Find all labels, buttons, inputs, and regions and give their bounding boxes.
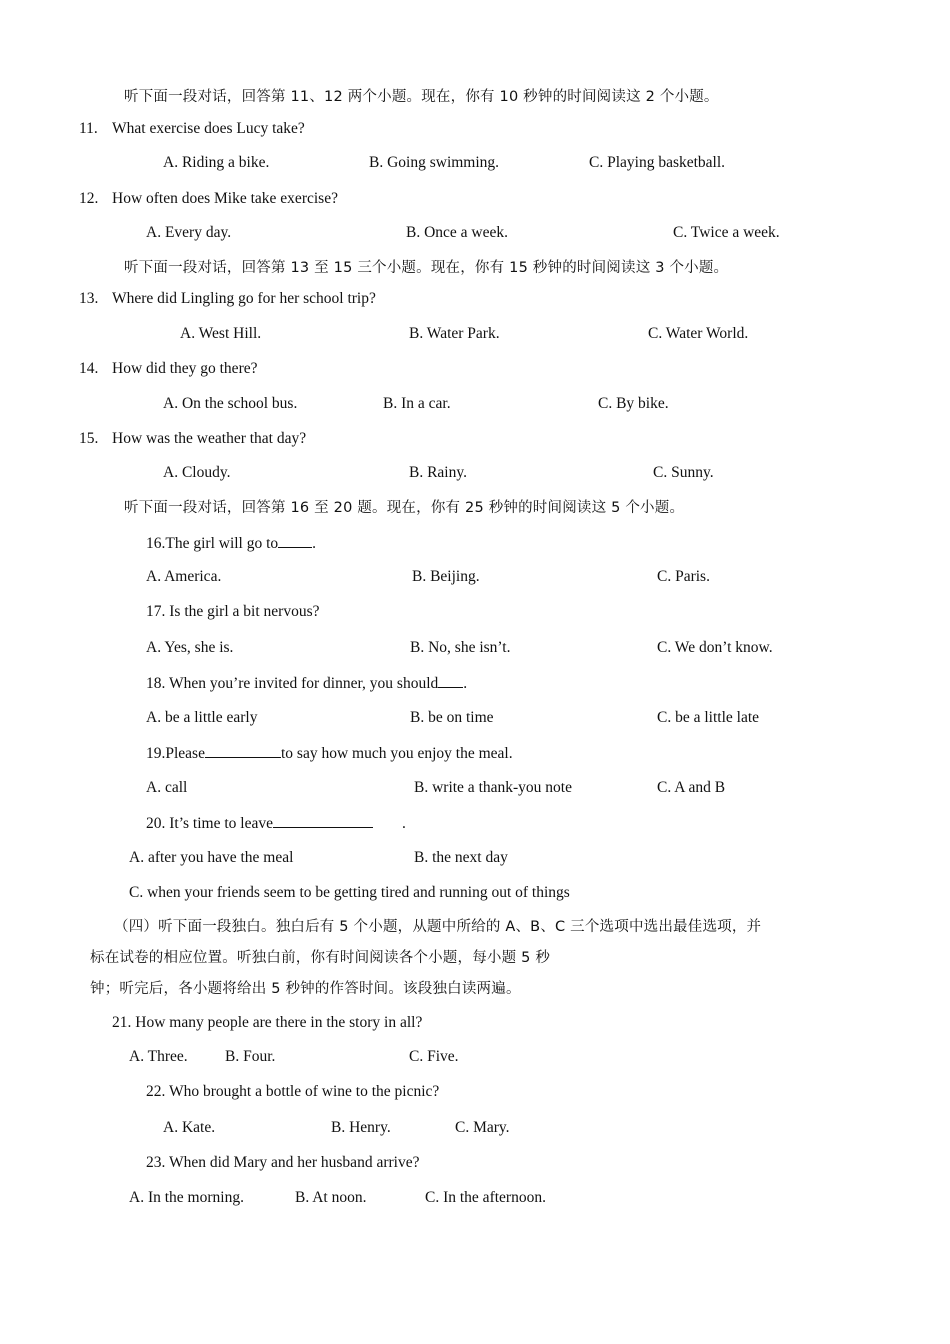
q21-option-b: B. Four. [225, 1048, 276, 1065]
q12-option-a: A. Every day. [146, 224, 232, 241]
q12-option-b: B. Once a week. [406, 224, 508, 241]
question-text: How often does Mike take exercise? [112, 190, 338, 207]
question-number: 11. [79, 120, 98, 137]
q16-option-c: C. Paris. [657, 568, 710, 585]
q23-option-a: A. In the morning. [129, 1189, 244, 1206]
question-end: . [312, 535, 317, 552]
section-instruction-part4-line1: （四）听下面一段独白。独白后有 5 个小题，从题中所给的 A、B、C 三个选项中选出最佳选项，并 [114, 919, 762, 935]
q13-option-b: B. Water Park. [409, 325, 500, 342]
question-14 [79, 359, 258, 379]
q22-option-a: A. Kate. [163, 1119, 216, 1136]
q22-option-c: C. Mary. [455, 1119, 510, 1136]
question-15 [79, 429, 306, 449]
question-text: How did they go there? [112, 360, 258, 377]
q19-option-c: C. A and B [657, 779, 726, 796]
q21-option-c: C. Five. [409, 1048, 459, 1065]
question-number: 12. [79, 190, 99, 207]
question-text-cont: to say how much you enjoy the meal. [280, 745, 513, 762]
question-text: Where did Lingling go for her school trip? [112, 290, 376, 307]
q19-option-a: A. call [146, 779, 188, 796]
q13-option-a: A. West Hill. [180, 325, 262, 342]
q17-option-a: A. Yes, she is. [146, 639, 234, 656]
q11-option-c: C. Playing basketball. [589, 154, 726, 171]
q19-option-b: B. write a thank-you note [414, 779, 572, 796]
section-instruction-part4-line3: 钟；听完后，各小题将给出 5 秒钟的作答时间。该段独白读两遍。 [90, 981, 521, 997]
q23-option-c: C. In the afternoon. [425, 1189, 546, 1206]
question-text: What exercise does Lucy take? [112, 120, 305, 137]
answer-blank [438, 673, 463, 688]
q11-option-a: A. Riding a bike. [163, 154, 270, 171]
question-13 [79, 289, 376, 309]
question-17: 17. Is the girl a bit nervous? [146, 603, 320, 620]
q20-option-b: B. the next day [414, 849, 508, 866]
question-end: . [401, 815, 406, 832]
section-instruction-11-12: 听下面一段对话，回答第 11、12 两个小题。现在，你有 10 秒钟的时间阅读这 2 个小题。 [124, 89, 719, 105]
question-11 [79, 119, 305, 139]
q20-option-c: C. when your friends seem to be getting tired and running out of things [129, 884, 570, 901]
answer-blank [205, 743, 281, 758]
section-instruction-13-15: 听下面一段对话，回答第 13 至 15 三个小题。现在，你有 15 秒钟的时间阅读这 3 个小题。 [124, 260, 729, 276]
question-12 [79, 189, 338, 209]
q15-option-b: B. Rainy. [409, 464, 467, 481]
q14-option-c: C. By bike. [598, 395, 669, 412]
q21-option-a: A. Three. [129, 1048, 188, 1065]
question-text: 19.Please [146, 745, 205, 762]
question-number: 13. [79, 290, 99, 307]
q20-option-a: A. after you have the meal [129, 849, 294, 866]
q15-option-c: C. Sunny. [653, 464, 714, 481]
q13-option-c: C. Water World. [648, 325, 749, 342]
question-16 [146, 533, 316, 554]
question-text: 20. It’s time to leave [146, 815, 273, 832]
question-21: 21. How many people are there in the story in all? [112, 1014, 423, 1031]
q18-option-c: C. be a little late [657, 709, 760, 726]
q12-option-c: C. Twice a week. [673, 224, 780, 241]
q14-option-a: A. On the school bus. [163, 395, 298, 412]
question-text: 16.The girl will go to [146, 535, 279, 552]
q11-option-b: B. Going swimming. [369, 154, 500, 171]
question-text: How was the weather that day? [112, 430, 307, 447]
q23-option-b: B. At noon. [295, 1189, 367, 1206]
section-instruction-part4-line2: 标在试卷的相应位置。听独白前，你有时间阅读各个小题，每小题 5 秒 [90, 950, 551, 966]
question-number: 15. [79, 430, 99, 447]
answer-blank [278, 533, 312, 548]
q17-option-c: C. We don’t know. [657, 639, 773, 656]
q16-option-a: A. America. [146, 568, 222, 585]
q15-option-a: A. Cloudy. [163, 464, 231, 481]
section-instruction-16-20: 听下面一段对话，回答第 16 至 20 题。现在，你有 25 秒钟的时间阅读这 5 个小题。 [124, 500, 685, 516]
q18-option-a: A. be a little early [146, 709, 258, 726]
question-text: 18. When you’re invited for dinner, you should [146, 675, 439, 692]
question-end: . [463, 675, 468, 692]
question-23: 23. When did Mary and her husband arrive? [146, 1154, 420, 1171]
q22-option-b: B. Henry. [331, 1119, 391, 1136]
answer-blank [273, 813, 373, 828]
q14-option-b: B. In a car. [383, 395, 451, 412]
question-number: 14. [79, 360, 99, 377]
question-19 [146, 743, 513, 764]
question-22: 22. Who brought a bottle of wine to the picnic? [146, 1083, 440, 1100]
q17-option-b: B. No, she isn’t. [410, 639, 511, 656]
q18-option-b: B. be on time [410, 709, 494, 726]
question-18 [146, 673, 467, 694]
q16-option-b: B. Beijing. [412, 568, 480, 585]
question-20 [146, 813, 406, 834]
